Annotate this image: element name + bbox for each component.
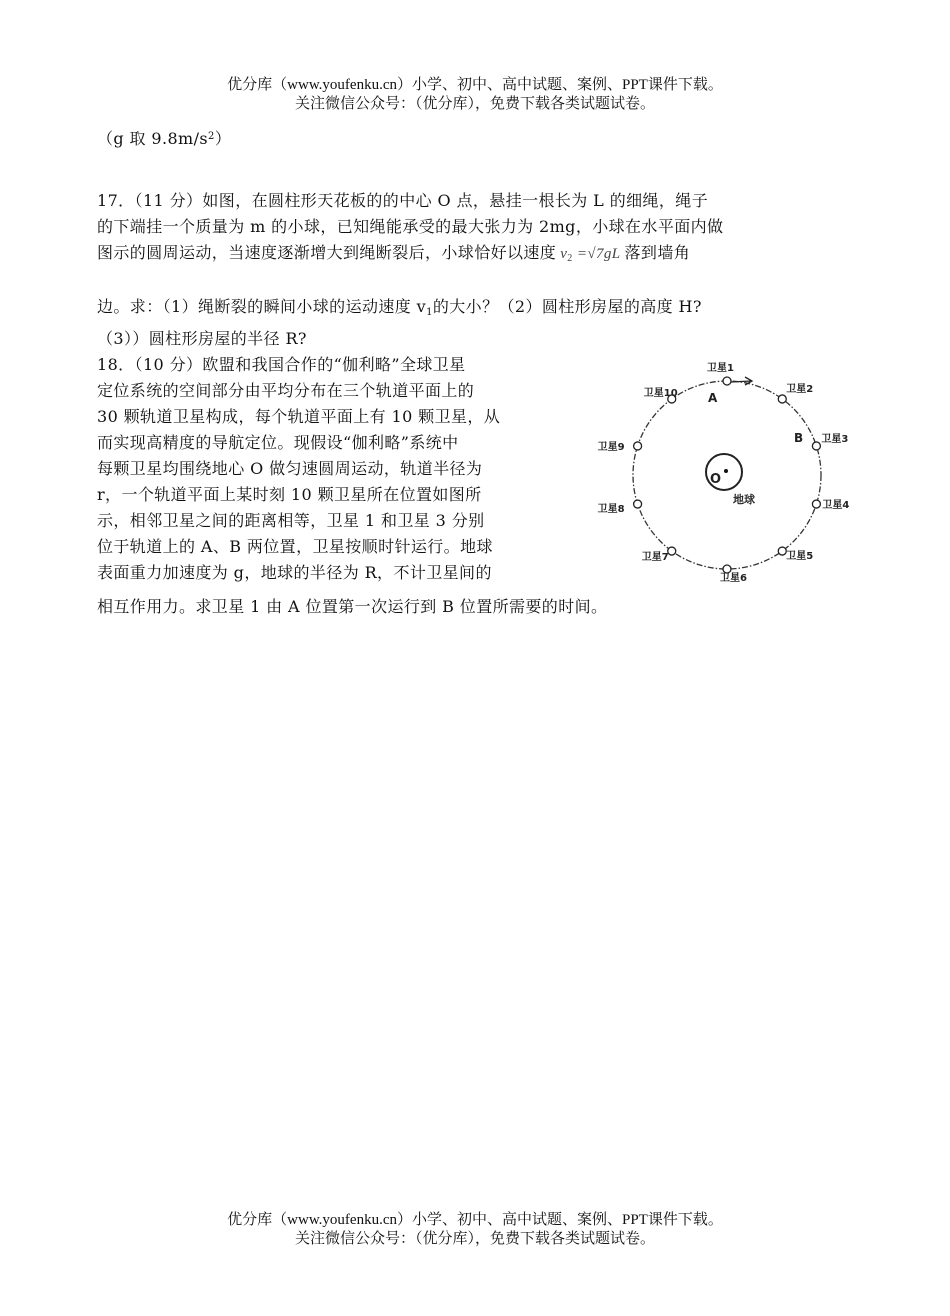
footer-line-2: 关注微信公众号：（优分库），免费下载各类试题试卷。 <box>294 1231 655 1247</box>
satellites-group <box>598 361 850 584</box>
header-line-1: 优分库（www.youfenku.cn）小学、初中、高中试题、案例、PPT课件下载。 <box>227 77 723 93</box>
satellite-label: 卫星2 <box>786 383 814 395</box>
satellite-marker <box>778 547 786 555</box>
formula-sub: 2 <box>567 253 573 264</box>
page-footer <box>0 1211 950 1249</box>
position-label-b: B <box>794 431 804 445</box>
orbit-circle <box>633 381 821 569</box>
q18-last-line: 相互作用力。求卫星 1 由 A 位置第一次运行到 B 位置所需要的时间。 <box>97 597 608 616</box>
page-header <box>0 76 950 114</box>
satellite-marker <box>723 377 731 385</box>
g-note-exponent: 2 <box>208 131 215 142</box>
satellite-label: 卫星8 <box>597 504 625 516</box>
satellite-marker <box>634 442 642 450</box>
header-line-2: 关注微信公众号：（优分库），免费下载各类试题试卷。 <box>294 96 655 112</box>
q18-line: 示，相邻卫星之间的距离相等，卫星 1 和卫星 3 分别 <box>97 511 485 530</box>
q17-line-3-text: 图示的圆周运动，当速度逐渐增大到绳断裂后，小球恰好以速度 <box>97 243 557 262</box>
velocity-formula <box>556 246 624 262</box>
g-note <box>97 124 857 152</box>
question-18 <box>97 352 597 586</box>
q17-line-5: （3））圆柱形房屋的半径 R? <box>97 329 307 348</box>
footer-line-1: 优分库（www.youfenku.cn）小学、初中、高中试题、案例、PPT课件下载。 <box>227 1212 723 1228</box>
q18-line: 30 颗轨道卫星构成，每个轨道平面上有 10 颗卫星，从 <box>97 407 501 426</box>
center-label-o: O <box>710 472 722 487</box>
q17-line-4 <box>97 294 857 326</box>
position-label-a: A <box>708 391 718 405</box>
g-note-text: （g 取 9.8m/s <box>97 129 209 148</box>
v1-subscript: 1 <box>426 307 433 318</box>
satellite-label: 卫星10 <box>643 387 678 399</box>
earth-label: 地球 <box>733 493 755 506</box>
satellite-label: 卫星5 <box>786 551 814 563</box>
q17-line-3 <box>97 240 857 272</box>
satellite-marker <box>812 442 820 450</box>
satellite-orbit-figure <box>597 360 855 585</box>
q17-line-4-text: 边。求：（1）绳断裂的瞬间小球的运动速度 v <box>97 297 427 316</box>
q17-line-3-end: 落到墙角 <box>624 243 691 262</box>
q18-line: 位于轨道上的 A、B 两位置，卫星按顺时针运行。地球 <box>97 537 493 556</box>
q18-line: 而实现高精度的导航定位。现假设“伽利略”系统中 <box>97 433 459 452</box>
formula-v: v <box>560 246 568 262</box>
satellite-label: 卫星7 <box>641 552 669 564</box>
satellite-label: 卫星9 <box>597 441 625 453</box>
question-17 <box>97 188 857 352</box>
q17-line-2: 的下端挂一个质量为 m 的小球，已知绳能承受的最大张力为 2mg，小球在水平面内做 <box>97 217 724 236</box>
q18-line: 表面重力加速度为 g，地球的半径为 R，不计卫星间的 <box>97 563 492 582</box>
formula-rest: =√7gL <box>576 246 621 262</box>
satellite-marker <box>634 500 642 508</box>
satellite-label: 卫星6 <box>720 573 747 584</box>
earth-center-dot <box>724 469 728 473</box>
g-note-suffix: ） <box>214 129 232 148</box>
satellite-label: 卫星4 <box>822 500 850 512</box>
q18-line: r，一个轨道平面上某时刻 10 颗卫星所在位置如图所 <box>97 485 482 504</box>
satellite-marker <box>778 395 786 403</box>
satellite-label: 卫星3 <box>821 433 849 445</box>
satellite-label: 卫星1 <box>707 363 734 374</box>
satellite-marker <box>668 547 676 555</box>
q18-line: 定位系统的空间部分由平均分布在三个轨道平面上的 <box>97 381 475 400</box>
q17-line-4-end: 的大小？（2）圆柱形房屋的高度 H? <box>432 297 702 316</box>
satellite-marker <box>812 500 820 508</box>
q18-line: 18．（10 分）欧盟和我国合作的“伽利略”全球卫星 <box>97 355 466 374</box>
q18-line: 每颗卫星均围绕地心 O 做匀速圆周运动，轨道半径为 <box>97 459 483 478</box>
satellite-marker <box>723 565 731 573</box>
q17-line-1: 17．（11 分）如图，在圆柱形天花板的的中心 O 点，悬挂一根长为 L 的细绳，绳子 <box>97 191 709 210</box>
